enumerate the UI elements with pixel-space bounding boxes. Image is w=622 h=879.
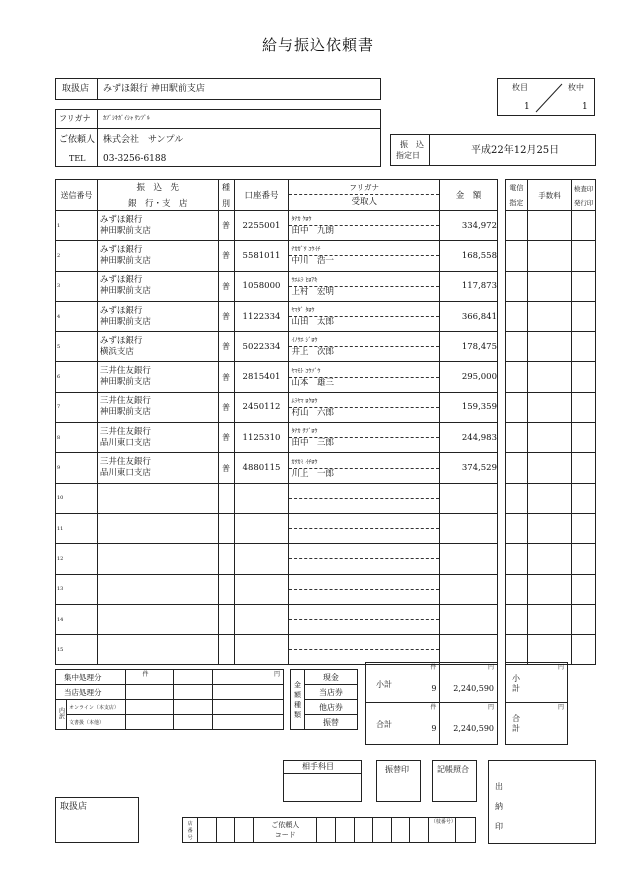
client-furigana: ｶﾌﾞｼｷｶﾞｲｼｬ ｻﾝﾌﾟﾙ — [103, 115, 150, 122]
row-no: 3 — [56, 271, 98, 301]
online-label: オンライン（本支店） — [66, 700, 125, 715]
row-recipient: ﾔﾏﾓﾄ ｺｳｿﾞｳ 山本 雄三 — [289, 362, 440, 392]
cashier-stamp-box: 出 納 印 — [488, 760, 596, 844]
total-count-cell: 件 合計 9 — [366, 703, 440, 745]
row-bank: みずほ銀行 神田駅前支店 — [97, 271, 218, 301]
page-total-label: 枚中 — [568, 83, 584, 92]
row-type: 普 — [218, 271, 234, 301]
table-row — [56, 513, 498, 543]
bottom-branch-box — [55, 797, 139, 843]
fee-row — [506, 392, 596, 422]
kinds-label: 金 額 種 類 — [291, 670, 305, 730]
row-bank — [97, 483, 218, 513]
row-amount — [440, 483, 498, 513]
row-bank: みずほ銀行 神田駅前支店 — [97, 241, 218, 271]
transfer-date-box — [390, 134, 596, 166]
table-row — [56, 332, 498, 362]
row-bank: みずほ銀行 神田駅前支店 — [97, 301, 218, 331]
col-amount: 金 額 — [440, 180, 498, 211]
row-type: 普 — [218, 392, 234, 422]
row-account: 1122334 — [234, 301, 289, 331]
subtotal-label: 小計 — [376, 680, 392, 689]
transfer-stamp-label: 振替印 — [385, 765, 409, 774]
row-no: 10 — [56, 483, 98, 513]
page-num: 1 — [524, 102, 530, 112]
fee-row — [506, 513, 596, 543]
row-no: 4 — [56, 301, 98, 331]
row-no: 8 — [56, 423, 98, 453]
fee-row — [506, 544, 596, 574]
processing-summary: 集中処理分 件 円 当店処理分 内訳 オンライン（本支店） 文書扱（本他） — [55, 669, 284, 730]
row-recipient: ﾅｶｶﾞﾜ ｺｳｲﾁ 中川 浩一 — [289, 241, 440, 271]
col-account: 口座番号 — [234, 180, 289, 211]
row-no: 7 — [56, 392, 98, 422]
col-telegraph: 電信 指定 — [506, 180, 528, 211]
row-amount — [440, 635, 498, 665]
row-recipient: ｲﾉｳｴ ｼﾞﾛｳ 井上 次郎 — [289, 332, 440, 362]
transfer-stamp-box — [376, 760, 421, 802]
total-amount-cell: 円 2,240,590 — [440, 703, 498, 745]
row-account — [234, 635, 289, 665]
row-recipient: ﾀﾅｶ ｻﾌﾞﾛｳ 田中 三郎 — [289, 423, 440, 453]
fee-row — [506, 301, 596, 331]
row-account — [234, 544, 289, 574]
row-account — [234, 483, 289, 513]
row-recipient — [289, 604, 440, 634]
col-recipient: フリガナ 受取人 — [289, 180, 440, 211]
row-amount: 244,983 — [440, 423, 498, 453]
row-no: 13 — [56, 574, 98, 604]
row-bank — [97, 635, 218, 665]
fee-row — [506, 635, 596, 665]
row-bank — [97, 544, 218, 574]
page-total: 1 — [582, 102, 588, 112]
row-no: 9 — [56, 453, 98, 483]
row-amount — [440, 574, 498, 604]
row-type — [218, 635, 234, 665]
breakdown-label: 内訳 — [56, 700, 67, 730]
central-label: 集中処理分 — [56, 670, 126, 685]
row-account: 1125310 — [234, 423, 289, 453]
check-stamp-box — [432, 760, 477, 802]
row-recipient — [289, 513, 440, 543]
row-type: 普 — [218, 453, 234, 483]
table-row — [56, 301, 498, 331]
row-recipient — [289, 635, 440, 665]
page-num-label: 枚目 — [512, 83, 528, 92]
subtotal-amount-cell: 円 2,240,590 — [440, 663, 498, 703]
fee-row — [506, 453, 596, 483]
client-box — [55, 109, 381, 167]
client-label: ご依頼人 — [59, 135, 96, 145]
total-label: 合計 — [376, 720, 392, 729]
row-amount — [440, 604, 498, 634]
bottom-branch-label: 取扱店 — [60, 802, 88, 812]
page-title: 給与振込依頼書 — [262, 36, 375, 54]
col-type: 種 別 — [218, 180, 234, 211]
table-row — [56, 423, 498, 453]
row-bank: みずほ銀行 神田駅前支店 — [97, 211, 218, 241]
table-row — [56, 483, 498, 513]
totals-table — [365, 662, 498, 745]
row-type — [218, 483, 234, 513]
row-account: 2815401 — [234, 362, 289, 392]
row-account: 2450112 — [234, 392, 289, 422]
fee-totals-table: 円 小 計 円 合 計 — [505, 662, 568, 745]
row-type: 普 — [218, 423, 234, 453]
fee-row — [506, 241, 596, 271]
furigana-label: フリガナ — [59, 114, 91, 123]
row-type: 普 — [218, 211, 234, 241]
row-recipient: ﾀﾅｶ ｸﾛｳ 田中 九朗 — [289, 211, 440, 241]
branch-label: 取扱店 — [62, 84, 90, 94]
other-check-label: 他店券 — [304, 700, 357, 715]
row-bank: 三井住友銀行 神田駅前支店 — [97, 392, 218, 422]
row-recipient: ｶﾜｶﾐ ｲﾁﾛｳ 川上 一郎 — [289, 453, 440, 483]
table-row — [56, 241, 498, 271]
row-amount — [440, 544, 498, 574]
row-type: 普 — [218, 362, 234, 392]
total-amount: 2,240,590 — [453, 724, 494, 733]
row-recipient — [289, 483, 440, 513]
documents-label: 文書扱（本他） — [66, 715, 125, 730]
row-recipient: ﾑﾗﾔﾏ ﾛｸﾛｳ 村山 六郎 — [289, 392, 440, 422]
row-account — [234, 574, 289, 604]
row-bank: 三井住友銀行 神田駅前支店 — [97, 362, 218, 392]
row-amount: 374,529 — [440, 453, 498, 483]
table-row — [56, 271, 498, 301]
fee-row — [506, 604, 596, 634]
row-no: 15 — [56, 635, 98, 665]
row-account: 5022334 — [234, 332, 289, 362]
fee-row — [506, 332, 596, 362]
table-row — [56, 635, 498, 665]
row-amount: 295,000 — [440, 362, 498, 392]
row-type: 普 — [218, 332, 234, 362]
page-count-box — [497, 78, 595, 116]
row-bank — [97, 574, 218, 604]
total-count: 9 — [431, 724, 437, 733]
row-recipient: ﾔﾏﾀﾞ ﾀﾛｳ 山田 太郎 — [289, 301, 440, 331]
col-audit: 検査印 発行印 — [572, 180, 596, 211]
table-row — [56, 604, 498, 634]
date-label-2: 指定日 — [396, 151, 420, 160]
row-type: 普 — [218, 301, 234, 331]
fee-table — [505, 179, 596, 665]
branch-value: みずほ銀行 神田駅前支店 — [103, 84, 205, 94]
transfer-kind-label: 振替 — [304, 715, 357, 730]
own-check-label: 当店券 — [304, 685, 357, 700]
col-bank: 振 込 先 銀 行・支 店 — [97, 180, 218, 211]
row-bank — [97, 513, 218, 543]
col-fee: 手数料 — [527, 180, 571, 211]
row-amount: 334,972 — [440, 211, 498, 241]
row-account: 2255001 — [234, 211, 289, 241]
row-amount: 366,841 — [440, 301, 498, 331]
row-amount: 117,873 — [440, 271, 498, 301]
col-send-no: 送信番号 — [56, 180, 98, 211]
store-code-table: 店 番 号 ご依頼人 コード （枝番号） — [182, 817, 476, 843]
fee-row — [506, 271, 596, 301]
row-recipient — [289, 574, 440, 604]
row-bank: 三井住友銀行 品川東口支店 — [97, 423, 218, 453]
row-bank: みずほ銀行 横浜支店 — [97, 332, 218, 362]
row-no: 2 — [56, 241, 98, 271]
fee-row — [506, 211, 596, 241]
row-recipient — [289, 544, 440, 574]
row-type: 普 — [218, 241, 234, 271]
counter-account-label: 相手科目 — [302, 762, 334, 771]
row-account: 1058000 — [234, 271, 289, 301]
check-stamp-label: 記帳照合 — [437, 765, 469, 774]
counter-account-box — [283, 760, 362, 802]
fee-row — [506, 483, 596, 513]
row-no: 11 — [56, 513, 98, 543]
row-no: 5 — [56, 332, 98, 362]
row-amount: 168,558 — [440, 241, 498, 271]
subtotal-count: 9 — [431, 684, 437, 693]
table-row — [56, 453, 498, 483]
fee-row — [506, 574, 596, 604]
row-type — [218, 604, 234, 634]
row-recipient: ｳｴﾑﾗ ﾋﾛｱｷ 上村 宏明 — [289, 271, 440, 301]
row-amount: 159,359 — [440, 392, 498, 422]
row-bank: 三井住友銀行 品川東口支店 — [97, 453, 218, 483]
row-amount — [440, 513, 498, 543]
table-row — [56, 574, 498, 604]
payment-kinds — [290, 669, 358, 730]
row-account — [234, 604, 289, 634]
subtotal-amount: 2,240,590 — [453, 684, 494, 693]
date-value: 平成22年12月25日 — [471, 145, 560, 156]
row-account — [234, 513, 289, 543]
branch-box — [55, 78, 381, 100]
row-no: 1 — [56, 211, 98, 241]
fee-row — [506, 423, 596, 453]
cash-label: 現金 — [304, 670, 357, 685]
row-type — [218, 544, 234, 574]
table-row — [56, 211, 498, 241]
tel-label: TEL — [69, 154, 86, 163]
row-no: 12 — [56, 544, 98, 574]
fee-row — [506, 362, 596, 392]
date-label-1: 振 込 — [400, 140, 424, 149]
row-type — [218, 574, 234, 604]
table-row — [56, 544, 498, 574]
client-name: 株式会社 サンプル — [103, 135, 184, 145]
row-type — [218, 513, 234, 543]
row-account: 4880115 — [234, 453, 289, 483]
subtotal-count-cell: 件 小計 9 — [366, 663, 440, 703]
row-no: 6 — [56, 362, 98, 392]
table-row — [56, 392, 498, 422]
transfer-table — [55, 179, 498, 665]
table-row — [56, 362, 498, 392]
store-label: 当店処理分 — [56, 685, 126, 700]
slash-divider — [534, 83, 564, 113]
row-no: 14 — [56, 604, 98, 634]
row-bank — [97, 604, 218, 634]
row-account: 5581011 — [234, 241, 289, 271]
tel-value: 03-3256-6188 — [103, 154, 167, 164]
row-amount: 178,475 — [440, 332, 498, 362]
